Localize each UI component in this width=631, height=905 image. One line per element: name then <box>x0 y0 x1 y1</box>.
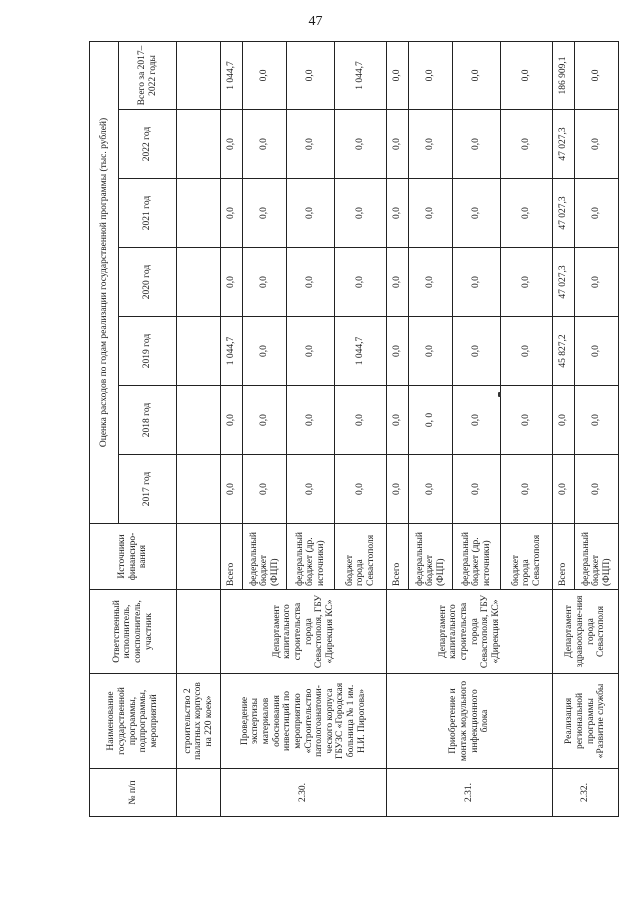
header-year: 2021 год <box>119 179 177 248</box>
source-label: федеральный бюджет (др. источники) <box>287 524 335 590</box>
value-cell: 0,0 <box>387 41 409 109</box>
value-cell: 0,0 <box>575 455 619 524</box>
value-cell: 0,0 <box>221 110 243 179</box>
value-cell: 0,0 <box>287 317 335 386</box>
value-cell: 0,0 <box>453 179 501 248</box>
value-cell: 0,0 <box>501 248 553 317</box>
value-cell: 0,0 <box>287 41 335 109</box>
value-cell: 0,0 <box>409 179 453 248</box>
value-cell: 0,0 <box>221 386 243 455</box>
table-row <box>221 41 243 816</box>
value-cell: 0,0 <box>409 455 453 524</box>
value-cell: 0,0 <box>409 317 453 386</box>
value-cell: 0,0 <box>501 455 553 524</box>
value-cell: 0,0 <box>575 110 619 179</box>
value-cell: 0,0 <box>453 110 501 179</box>
header-group-title: Оценка расходов по годам реализации государственной программы (тыс. рублей) <box>90 41 119 523</box>
budget-table <box>89 41 619 817</box>
value-cell: 0, 0 <box>409 386 453 455</box>
value-cell: 0,0 <box>221 179 243 248</box>
value-cell: 0,0 <box>501 386 553 455</box>
item-responsible: Департамент капитального строительства города Севастополя, ГБУ «Дирекция КС» <box>221 590 387 674</box>
source-label: Всего <box>553 524 575 590</box>
value-cell: 0,0 <box>453 455 501 524</box>
value-cell: 0,0 <box>387 179 409 248</box>
value-cell: 0,0 <box>575 248 619 317</box>
header-year-total: Всего за 2017–2022 годы <box>119 41 177 109</box>
source-label: бюджет города Севастополя <box>335 524 387 590</box>
table-row <box>387 41 409 816</box>
value-cell: 47 027,3 <box>553 248 575 317</box>
value-cell: 0,0 <box>501 41 553 109</box>
source-label: Всего <box>387 524 409 590</box>
value-cell: 0,0 <box>287 455 335 524</box>
header-source: Источники финансиро-вания <box>90 524 177 590</box>
value-cell: 0,0 <box>409 110 453 179</box>
item-responsible: Департамент капитального строительства города Севастополя, ГБУ «Дирекция КС» <box>387 590 553 674</box>
value-cell: 45 827,2 <box>553 317 575 386</box>
header-year: 2019 год <box>119 317 177 386</box>
value-cell: 0,0 <box>453 317 501 386</box>
item-number: 2.31. <box>387 769 553 817</box>
header-no: № п/п <box>90 769 177 817</box>
header-year: 2020 год <box>119 248 177 317</box>
value-cell: 186 909,1 <box>553 41 575 109</box>
value-cell: 0,0 <box>335 179 387 248</box>
cell-empty <box>177 590 221 674</box>
header-year: 2018 год <box>119 386 177 455</box>
value-cell: 0,0 <box>243 386 287 455</box>
value-cell: 0,0 <box>553 455 575 524</box>
value-cell: 0,0 <box>287 248 335 317</box>
item-number: 2.30. <box>221 769 387 817</box>
value-cell: 0,0 <box>287 179 335 248</box>
source-label: Всего <box>221 524 243 590</box>
value-cell: 0,0 <box>387 455 409 524</box>
value-cell: 0,0 <box>243 248 287 317</box>
value-cell: 0,0 <box>501 110 553 179</box>
value-cell: 1 044,7 <box>221 317 243 386</box>
value-cell: 0,0 <box>575 386 619 455</box>
value-cell: 0,0 <box>409 248 453 317</box>
source-label: федеральный бюджет (ФЦП) <box>243 524 287 590</box>
value-cell: 0,0 <box>387 110 409 179</box>
source-label: федеральный бюджет (ФЦП) <box>575 524 619 590</box>
scan-speck <box>498 392 501 397</box>
value-cell: 0,0 <box>387 317 409 386</box>
rotated-table-sheet <box>89 42 612 817</box>
value-cell: 0,0 <box>243 41 287 109</box>
value-cell: 47 027,3 <box>553 179 575 248</box>
value-cell: 1 044,7 <box>221 41 243 109</box>
value-cell: 1 044,7 <box>335 317 387 386</box>
value-cell: 0,0 <box>553 386 575 455</box>
value-cell: 0,0 <box>501 317 553 386</box>
value-cell: 0,0 <box>575 41 619 109</box>
cell-empty <box>177 524 221 590</box>
value-cell: 1 044,7 <box>335 41 387 109</box>
value-cell: 0,0 <box>243 110 287 179</box>
value-cell: 0,0 <box>453 248 501 317</box>
continuation-row <box>177 41 221 816</box>
item-name: Проведение экспертизы материалов обоснования инвестиций по мероприятию «Строительство патологоанатоми-ческого корпуса ГБУЗС «Городская больница № 1 им. Н.И. Пирогова» <box>221 674 387 769</box>
header-name: Наименование государственной программы, подпрограммы, мероприятий <box>90 674 177 769</box>
value-cell: 0,0 <box>287 386 335 455</box>
value-cell: 0,0 <box>575 317 619 386</box>
item-name: Приобретение и монтаж модульного инфекционного блока <box>387 674 553 769</box>
value-cell: 0,0 <box>335 386 387 455</box>
value-cell: 0,0 <box>221 455 243 524</box>
value-cell: 0,0 <box>453 386 501 455</box>
value-cell: 0,0 <box>243 317 287 386</box>
header-responsible: Ответственный исполнитель, соисполнитель, участник <box>90 590 177 674</box>
value-cell: 0,0 <box>387 248 409 317</box>
value-cell: 0,0 <box>335 110 387 179</box>
table-row <box>553 41 575 816</box>
cell-empty <box>177 769 221 817</box>
item-number: 2.32. <box>553 769 619 817</box>
value-cell: 0,0 <box>335 455 387 524</box>
source-label: бюджет города Севастополя <box>501 524 553 590</box>
value-cell: 0,0 <box>243 179 287 248</box>
source-label: федеральный бюджет (ФЦП) <box>409 524 453 590</box>
value-cell: 0,0 <box>221 248 243 317</box>
value-cell: 0,0 <box>387 386 409 455</box>
item-name: Реализация региональной программы «Развитие службы <box>553 674 619 769</box>
value-cell: 0,0 <box>335 248 387 317</box>
value-cell: 47 027,3 <box>553 110 575 179</box>
continuation-name: строительство 2 палатных корпусов на 220 коек» <box>177 674 221 769</box>
page-number: 47 <box>308 14 323 29</box>
value-cell: 0,0 <box>501 179 553 248</box>
header-year: 2017 год <box>119 455 177 524</box>
value-cell: 0,0 <box>287 110 335 179</box>
header-row-1 <box>90 41 119 816</box>
source-label: федеральный бюджет (др. источники) <box>453 524 501 590</box>
value-cell: 0,0 <box>243 455 287 524</box>
value-cell: 0,0 <box>575 179 619 248</box>
value-cell: 0,0 <box>409 41 453 109</box>
header-year: 2022 год <box>119 110 177 179</box>
item-responsible: Департамент здравоохране-ния города Севастополя <box>553 590 619 674</box>
value-cell: 0,0 <box>453 41 501 109</box>
